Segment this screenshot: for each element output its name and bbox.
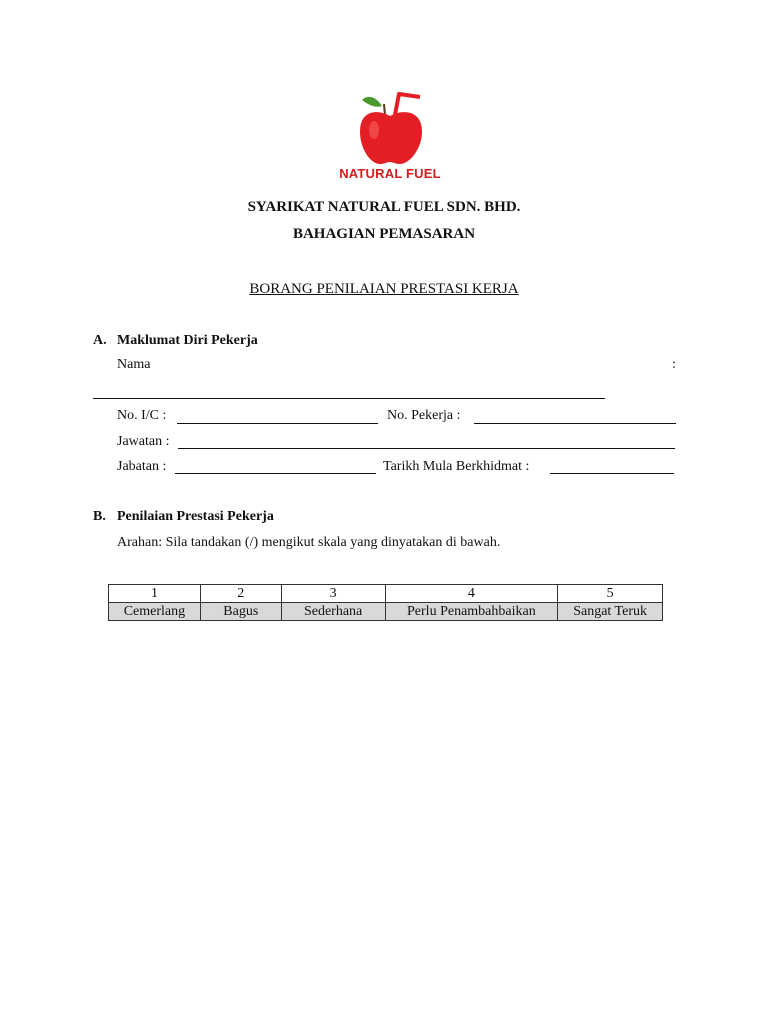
section-a-letter: A. [93, 333, 107, 348]
section-b-letter: B. [93, 509, 106, 524]
tarikh-field-line[interactable] [550, 473, 674, 474]
no-pekerja-label: No. Pekerja : [387, 408, 461, 423]
scale-label-cell: Perlu Penambahbaikan [385, 603, 558, 621]
scale-label-cell: Sederhana [281, 603, 385, 621]
section-b-heading: Penilaian Prestasi Pekerja [117, 509, 274, 524]
nama-label: Nama [117, 357, 151, 372]
jabatan-field-line[interactable] [175, 473, 376, 474]
rating-scale-table [108, 584, 663, 621]
department-name: BAHAGIAN PEMASARAN [292, 226, 476, 242]
scale-number-cell: 1 [109, 585, 201, 603]
nama-colon: : [672, 357, 676, 372]
tarikh-label: Tarikh Mula Berkhidmat : [383, 459, 530, 474]
nama-field-line[interactable] [93, 398, 605, 399]
section-a-heading: Maklumat Diri Pekerja [117, 333, 258, 348]
scale-label-cell: Cemerlang [109, 603, 201, 621]
scale-number-cell: 5 [558, 585, 663, 603]
jawatan-label: Jawatan : [117, 434, 170, 449]
scale-number-cell: 2 [200, 585, 281, 603]
scale-number-cell: 4 [385, 585, 558, 603]
jawatan-field-line[interactable] [178, 448, 675, 449]
scale-label-cell: Bagus [200, 603, 281, 621]
scale-number-row [109, 585, 663, 603]
scale-number-cell: 3 [281, 585, 385, 603]
ic-label: No. I/C : [117, 408, 167, 423]
company-name: SYARIKAT NATURAL FUEL SDN. BHD. [247, 199, 521, 215]
ic-field-line[interactable] [177, 423, 378, 424]
company-logo [330, 86, 450, 188]
logo-brand-text: NATURAL FUEL [339, 166, 441, 181]
scale-label-row [109, 603, 663, 621]
instruction-text: Arahan: Sila tandakan (/) mengikut skala yang dinyatakan di bawah. [117, 535, 501, 550]
jabatan-label: Jabatan : [117, 459, 167, 474]
no-pekerja-field-line[interactable] [474, 423, 676, 424]
scale-label-cell: Sangat Teruk [558, 603, 663, 621]
form-title: BORANG PENILAIAN PRESTASI KERJA [249, 281, 519, 297]
